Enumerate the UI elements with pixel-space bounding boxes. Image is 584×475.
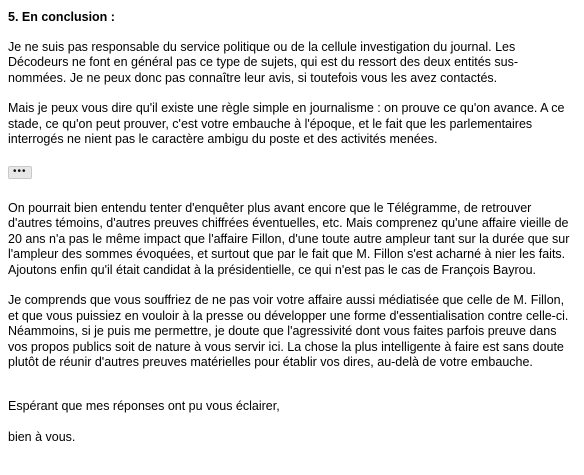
email-body: [8, 10, 576, 446]
signoff: bien à vous.: [8, 430, 76, 444]
show-trimmed-content-button[interactable]: •••: [8, 166, 32, 179]
paragraph-investigation: On pourrait bien entendu tenter d'enquêter plus avant encore que le Télégramme, de retrouver d'autres témoins, d'autres preuves chiffrées éventuelles, etc. Mais comprenez qu'une affaire vieille de 20 ans n'a pas le même impact que l'affaire Fillon, d'une toute autre ampleur tant sur la durée que sur l'ampleur des sommes évoquées, et surtout que par le fait que M. Fillon s'est acharné à nier les faits. Ajoutons enfin qu'il était candidat à la présidentielle, ce qui n'est pas le cas de François Bayrou.: [8, 200, 570, 277]
quoted-text-toggle-wrapper: [8, 163, 576, 201]
section-heading: 5. En conclusion :: [8, 10, 115, 24]
paragraph-media: Je comprends que vous souffriez de ne pas voir votre affaire aussi médiatisée que celle de M. Fillon, et que vous puissiez en vouloir à la presse ou développer une forme d'essentialisation contre celle-ci. Néammoins, si je puis me permettre, je doute que l'agressivité dont vous faites parfois preuve dans vos propos publics soit de nature à vous servir ici. La chose la plus intelligente à faire est sans doute plutôt de réunir d'autres preuves matérielles pour établir vos dires, au-delà de votre embauche.: [8, 293, 569, 369]
paragraph-rule: Mais je peux vous dire qu'il existe une règle simple en journalisme : on prouve ce qu'on avance. A ce stade, ce qu'on peut prouver, c'est votre embauche à l'époque, et le fait que les parlementaires interrogés ne nient pas le caractère ambigu du poste et des activités menées.: [8, 101, 565, 146]
closing-line: Espérant que mes réponses ont pu vous éclairer,: [8, 398, 280, 413]
paragraph-responsibility: Je ne suis pas responsable du service politique ou de la cellule investigation du journal. Les Décodeurs ne font en général pas ce type de sujets, qui est du ressort des deux entités sus-nommées. Je ne peux donc pas connaître leur avis, si toutefois vous les avez contactés.: [8, 39, 519, 85]
